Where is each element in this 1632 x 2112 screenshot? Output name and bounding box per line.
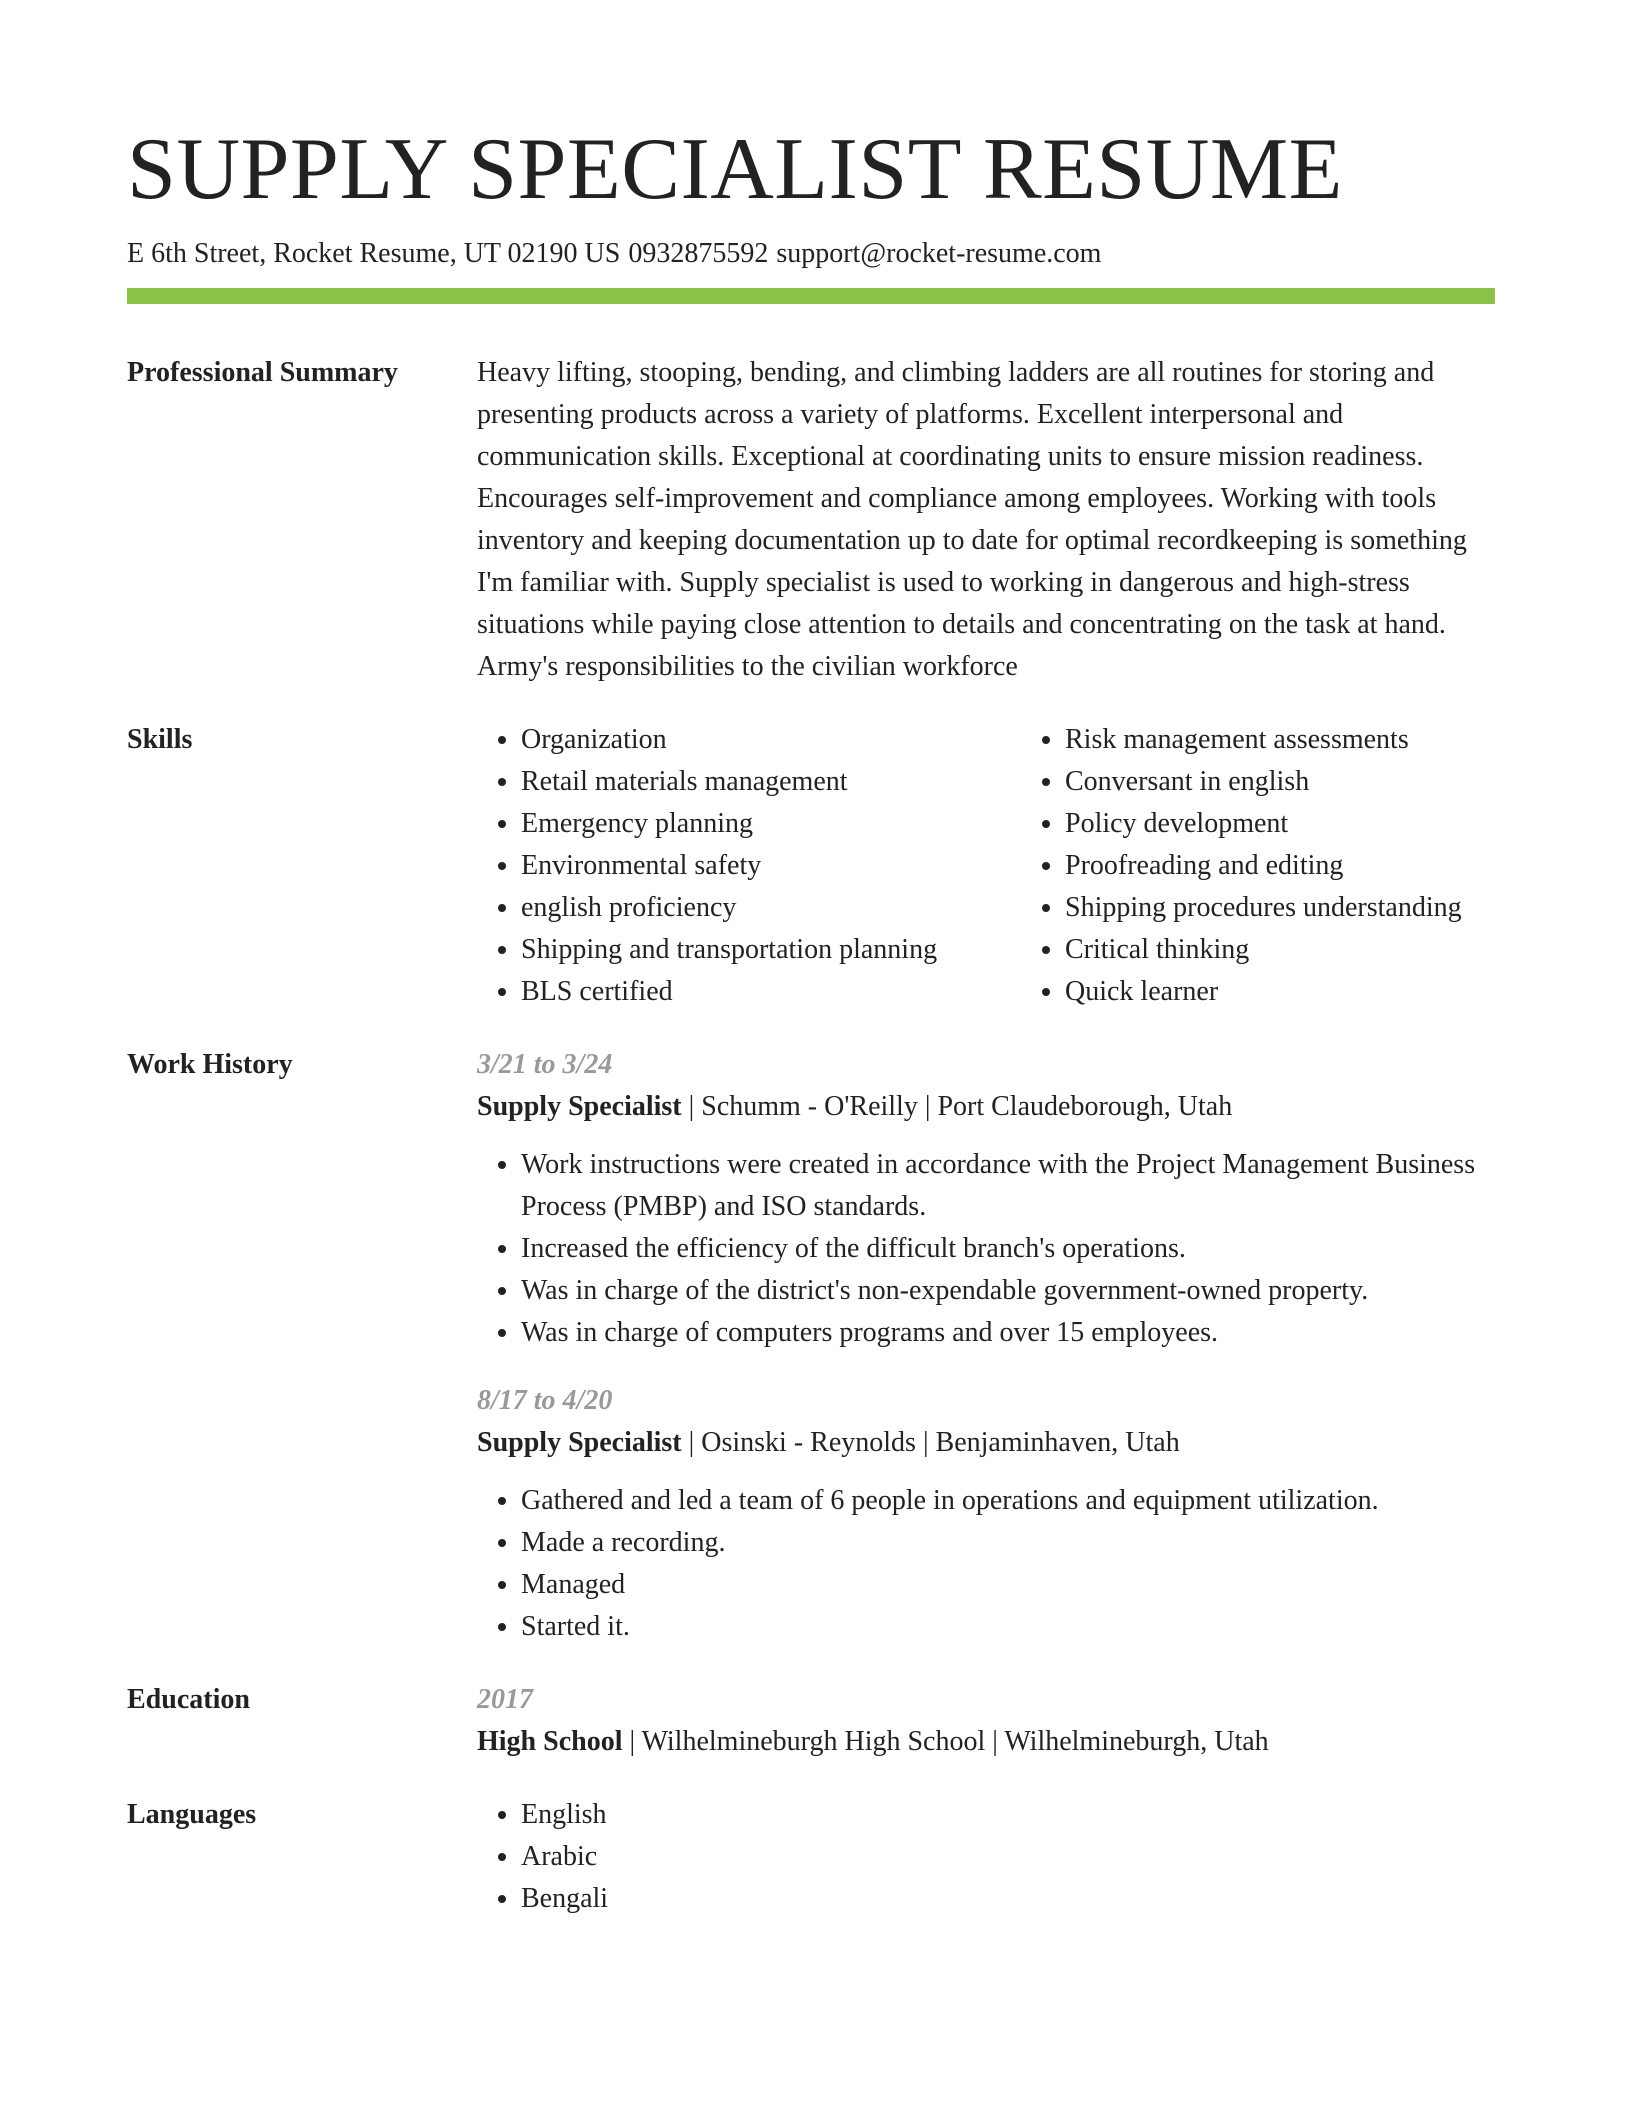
skill-item: • Policy development (1065, 803, 1565, 845)
skill-item: • Shipping procedures understanding (1065, 887, 1565, 929)
education-entry (477, 1679, 1495, 1763)
languages-heading: Languages (127, 1799, 257, 1830)
job-title-line: Supply Specialist | Schumm - O'Reilly | Port Claudeborough, Utah (477, 1091, 1233, 1122)
summary-text: Heavy lifting, stooping, bending, and climbing ladders are all routines for storing and presenting products across a variety of platforms. Excellent interpersonal and communication skills. Exceptional at coordinating units to ensure mission readiness. Encourages self-improvement and compliance among employees. Working with tools inventory and keeping documentation up to date for optimal recordkeeping is something I'm familiar with. Supply specialist is used to working in dangerous and high-stress situations while paying close attention to details and concentrating on the task at hand. Army's responsibilities to the civilian workforce (477, 357, 1467, 682)
skill-item: • Proofreading and editing (1065, 845, 1565, 887)
job-duty-item: • Made a recording. (521, 1522, 1495, 1564)
work-history-heading: Work History (127, 1049, 293, 1080)
header-divider (127, 288, 1495, 304)
education-line: High School | Wilhelmineburgh High School | Wilhelmineburgh, Utah (477, 1726, 1269, 1757)
job-title-line: Supply Specialist | Osinski - Reynolds | Benjaminhaven, Utah (477, 1427, 1180, 1458)
language-item: • English (521, 1794, 1495, 1836)
skills-list (477, 719, 1565, 1013)
resume-page (127, 120, 1495, 1920)
contact-line (127, 234, 1495, 274)
skill-item: • BLS certified (521, 971, 1021, 1013)
education-degree: High School (477, 1726, 623, 1757)
skill-item: • english proficiency (521, 887, 1021, 929)
languages-list (477, 1794, 1495, 1920)
job-dates: 3/21 to 3/24 (477, 1049, 613, 1080)
job-duty-item: • Managed (521, 1564, 1495, 1606)
skills-section (127, 719, 1495, 1013)
language-item: • Bengali (521, 1878, 1495, 1920)
education-year: 2017 (477, 1684, 533, 1715)
skill-item: • Conversant in english (1065, 761, 1565, 803)
contact-email: support@rocket-resume.com (776, 238, 1102, 269)
job-duty-item: • Started it. (521, 1606, 1495, 1648)
skill-item: • Organization (521, 719, 1021, 761)
job-position: Supply Specialist (477, 1427, 682, 1458)
job-duty-item: • Work instructions were created in accordance with the Project Management Business Process (PMBP) and ISO standards. (521, 1144, 1495, 1228)
contact-address: E 6th Street, Rocket Resume, UT 02190 US (127, 238, 621, 269)
skill-item: • Environmental safety (521, 845, 1021, 887)
job-company: Schumm - O'Reilly (701, 1091, 918, 1122)
job-entry (477, 1380, 1495, 1648)
job-duties (477, 1480, 1495, 1648)
skill-item: • Critical thinking (1065, 929, 1565, 971)
summary-section (127, 352, 1495, 688)
languages-section (127, 1794, 1495, 1920)
education-location: Wilhelmineburgh, Utah (1004, 1726, 1269, 1757)
job-entry (477, 1044, 1495, 1354)
work-history-list (477, 1044, 1495, 1648)
job-duties (477, 1144, 1495, 1354)
education-heading: Education (127, 1684, 250, 1715)
languages-items (477, 1794, 1495, 1920)
job-position: Supply Specialist (477, 1091, 682, 1122)
skill-item: • Shipping and transportation planning (521, 929, 1021, 971)
job-duty-item: • Was in charge of the district's non-expendable government-owned property. (521, 1270, 1495, 1312)
language-item: • Arabic (521, 1836, 1495, 1878)
skill-item: • Quick learner (1065, 971, 1565, 1013)
job-duty-item: • Was in charge of computers programs and over 15 employees. (521, 1312, 1495, 1354)
resume-title: SUPPLY SPECIALIST RESUME (127, 121, 1343, 218)
skill-item: • Risk management assessments (1065, 719, 1565, 761)
education-section (127, 1679, 1495, 1763)
skills-column-left (477, 719, 1021, 1013)
skills-column-right (1021, 719, 1565, 1013)
work-history-section (127, 1044, 1495, 1648)
skill-item: • Retail materials management (521, 761, 1021, 803)
summary-heading: Professional Summary (127, 357, 398, 388)
skill-item: • Emergency planning (521, 803, 1021, 845)
job-duty-item: • Gathered and led a team of 6 people in operations and equipment utilization. (521, 1480, 1495, 1522)
job-location: Port Claudeborough, Utah (937, 1091, 1233, 1122)
contact-phone: 0932875592 (628, 238, 769, 269)
job-location: Benjaminhaven, Utah (935, 1427, 1180, 1458)
job-dates: 8/17 to 4/20 (477, 1385, 613, 1416)
job-company: Osinski - Reynolds (701, 1427, 916, 1458)
skills-heading: Skills (127, 724, 193, 755)
job-duty-item: • Increased the efficiency of the difficult branch's operations. (521, 1228, 1495, 1270)
education-school: Wilhelmineburgh High School (641, 1726, 986, 1757)
